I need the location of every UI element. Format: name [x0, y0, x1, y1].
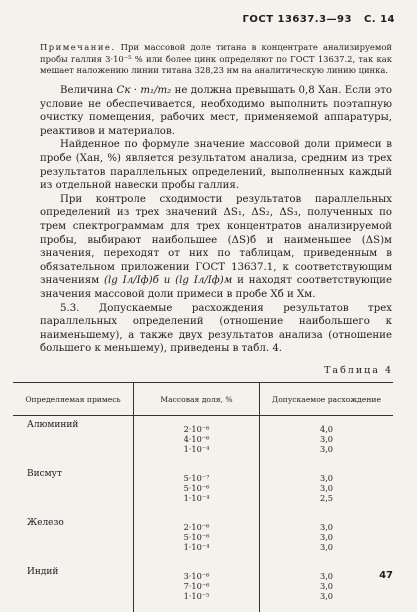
header-discrepancy: Допускаемое расхождение — [260, 383, 394, 416]
header-title: ГОСТ 13637.3—93 — [242, 14, 352, 25]
table-header-row — [13, 383, 393, 416]
table-row — [13, 465, 393, 514]
page-number: 47 — [379, 570, 393, 581]
header-substance: Определяемая примесь — [13, 383, 134, 416]
mass-fraction-value: 4·10⁻⁶ — [183, 433, 210, 444]
mass-fraction-cell — [134, 563, 260, 612]
mass-fraction-cell — [134, 514, 260, 563]
mass-fraction-cell — [134, 416, 260, 466]
discrepancy-value: 3,0 — [319, 473, 334, 483]
discrepancy-cell — [260, 563, 394, 612]
note-lead: Примечание. — [40, 42, 116, 52]
mass-fraction-value: 5·10⁻⁶ — [183, 482, 210, 493]
discrepancy-cell — [260, 416, 394, 466]
discrepancy-cell — [260, 514, 394, 563]
discrepancy-value: 3,0 — [319, 580, 334, 591]
table-4 — [13, 382, 393, 612]
substance-cell: Висмут — [27, 469, 62, 479]
mass-fraction-value: 1·10⁻⁴ — [183, 443, 210, 454]
formula-lg: (lg Iл/Iф)б и (lg Iл/Iф)м — [104, 275, 233, 287]
discrepancy-value: 2,5 — [319, 492, 334, 503]
discrepancy-value: 3,0 — [319, 482, 334, 493]
mass-fraction-value: 2·10⁻⁶ — [183, 424, 210, 434]
mass-fraction-value: 1·10⁻⁵ — [183, 590, 210, 601]
paragraph-2: Найденное по формуле значение массовой доли примеси в пробе (Xан, %) является результатом анализа, средним из трех результатов параллельных определений, выполненных каждый из отдельной навески пробы галлия. — [40, 139, 392, 192]
discrepancy-value: 4,0 — [319, 424, 334, 434]
paragraph-1-end: не должна превышать 0,8 Xан. Если это условие не обеспечивается, необходимо выполнить поэтапную очистку помещения, рабочих мест, применяемой аппаратуры, реактивов и материалов. — [40, 85, 393, 137]
note-text: При массовой доле титана в концентрате анализируемой пробы галлия 3·10⁻⁵ % или более цинк определяют по ГОСТ 13637.2, так как мешает наложению линии титана 328,23 нм на аналитическую линию цинка. — [40, 42, 392, 75]
discrepancy-value: 3,0 — [319, 590, 334, 601]
table-caption: Таблица 4 — [324, 365, 393, 376]
table-row — [13, 563, 393, 612]
paragraph-3-end: и находят соответствующие значения массовой доли примеси в пробе Xб и Xм. — [40, 275, 392, 300]
mass-fraction-value: 2·10⁻⁶ — [183, 522, 210, 532]
paragraph-1 — [40, 84, 392, 138]
discrepancy-value: 3,0 — [319, 571, 334, 581]
mass-fraction-value: 5·10⁻⁷ — [183, 473, 210, 483]
table-row — [13, 514, 393, 563]
discrepancy-value: 3,0 — [319, 541, 334, 552]
substance-cell: Железо — [27, 518, 64, 528]
discrepancy-cell — [260, 465, 394, 514]
discrepancy-value: 3,0 — [319, 433, 334, 444]
mass-fraction-value: 7·10⁻⁶ — [183, 580, 210, 591]
mass-fraction-value: 1·10⁻⁴ — [183, 541, 210, 552]
paragraph-4: 5.3. Допускаемые расхождения результатов трех параллельных определений (отношение наибольшего к наименьшему), а также двух результатов анализа (отношение большего к меньшему), приведены в табл. 4. — [40, 302, 392, 355]
mass-fraction-value: 3·10⁻⁶ — [183, 571, 210, 581]
formula-ck: Cк · m₁/m₂ — [116, 85, 172, 96]
discrepancy-value: 3,0 — [319, 531, 334, 542]
discrepancy-value: 3,0 — [319, 443, 334, 454]
mass-fraction-value: 1·10⁻⁴ — [183, 492, 210, 503]
substance-cell: Алюминий — [27, 420, 79, 430]
note-block — [40, 42, 392, 77]
mass-fraction-value: 5·10⁻⁶ — [183, 531, 210, 542]
paragraph-1-start: Величина — [60, 85, 117, 96]
substance-cell: Индий — [27, 567, 59, 577]
header-mass-fraction: Массовая доля, % — [134, 383, 260, 416]
table-row — [13, 416, 393, 466]
mass-fraction-cell — [134, 465, 260, 514]
header-page-label: С. 14 — [363, 14, 395, 25]
running-header — [242, 14, 395, 25]
discrepancy-value: 3,0 — [319, 522, 334, 532]
paragraph-3-start: При контроле сходимости результатов параллельных определений из трех значений ΔS₁, ΔS₂, ΔS₃, полученных по трем спектрограммам для трех концентратов анализируемой пробы, выбирают наибольшее (ΔS)б и наименьшее (ΔS)м значения, переходят от них по таблицам, приведенным в обязательном приложении ГОСТ 13637.1, к соответствующим значениям — [40, 193, 392, 287]
body-text — [40, 84, 392, 356]
paragraph-3 — [40, 193, 392, 302]
